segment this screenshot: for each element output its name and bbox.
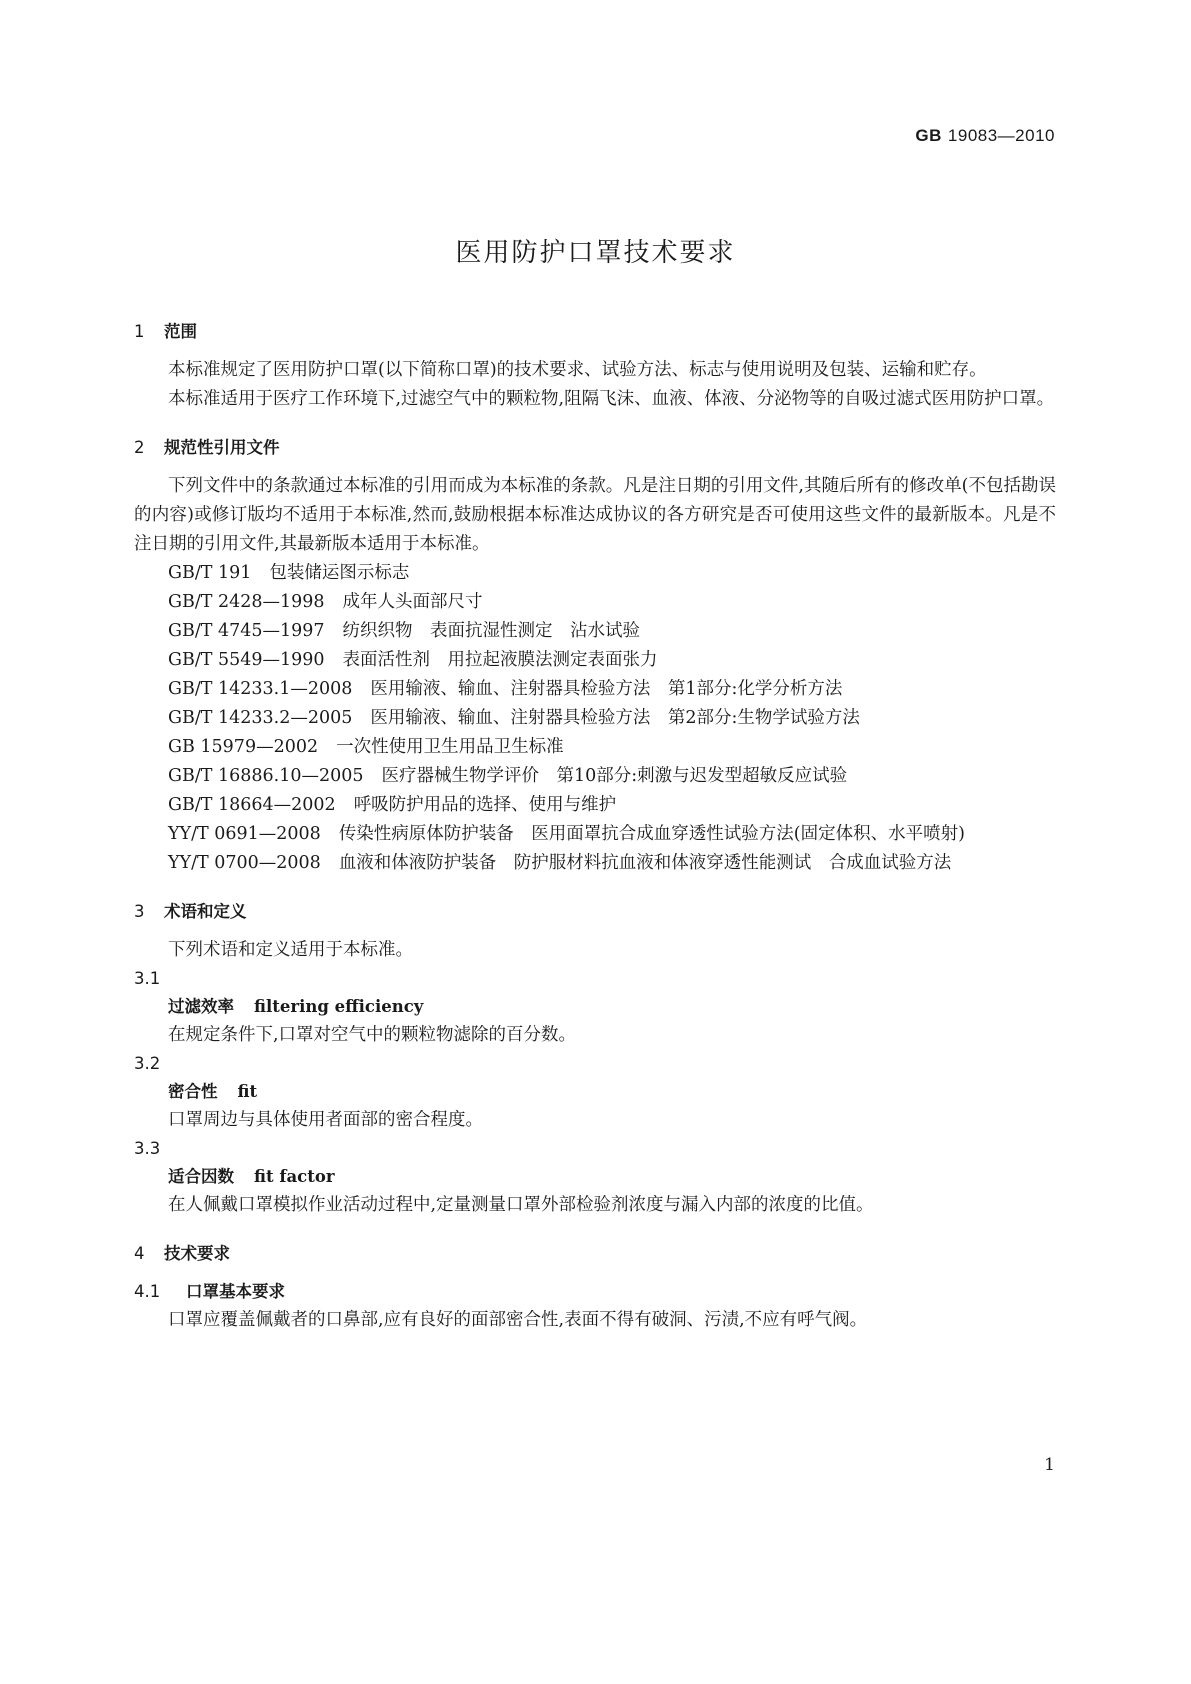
subsection-title: 口罩基本要求 — [186, 1282, 285, 1301]
paragraph: 下列文件中的条款通过本标准的引用而成为本标准的条款。凡是注日期的引用文件,其随后所有的修改单(不包括勘误的内容)或修订版均不适用于本标准,然而,鼓励根据本标准达成协议的各方研究是否可使用这些文件的最新版本。凡是不注日期的引用文件,其最新版本适用于本标准。 — [134, 476, 1056, 554]
subsection-number: 4.1 — [134, 1282, 161, 1301]
section-heading-3 — [134, 900, 1056, 924]
paragraph: 本标准适用于医疗工作环境下,过滤空气中的颗粒物,阻隔飞沫、血液、体液、分泌物等的自吸过滤式医用防护口罩。 — [168, 389, 1055, 409]
page-number: 1 — [1044, 1455, 1055, 1475]
term-heading — [134, 1163, 1056, 1191]
reference-title: 血液和体液防护装备 防护服材料抗血液和体液穿透性能测试 合成血试验方法 — [338, 853, 952, 873]
reference-item — [134, 646, 1056, 675]
reference-item — [134, 820, 1056, 849]
reference-item — [134, 559, 1056, 588]
reference-title: 传染性病原体防护装备 医用面罩抗合成血穿透性试验方法(固定体积、水平喷射) — [338, 824, 965, 844]
section-heading-4 — [134, 1242, 1056, 1266]
section-title: 技术要求 — [164, 1244, 230, 1263]
section-heading-1 — [134, 320, 1056, 344]
document-body — [134, 320, 1056, 1335]
term-definition: 在规定条件下,口罩对空气中的颗粒物滤除的百分数。 — [168, 1025, 577, 1045]
reference-title: 呼吸防护用品的选择、使用与维护 — [353, 795, 617, 815]
standard-code — [915, 126, 1055, 146]
paragraph: 口罩应覆盖佩戴者的口鼻部,应有良好的面部密合性,表面不得有破洞、污渍,不应有呼气阀。 — [168, 1310, 868, 1330]
reference-code: GB/T 2428—1998 — [168, 592, 325, 612]
paragraph: 下列术语和定义适用于本标准。 — [168, 940, 413, 960]
term-definition: 口罩周边与具体使用者面部的密合程度。 — [168, 1110, 483, 1130]
term-en: fit — [237, 1082, 258, 1101]
section-number: 1 — [134, 322, 145, 341]
reference-code: GB/T 191 — [168, 563, 252, 583]
reference-title: 医用输液、输血、注射器具检验方法 第1部分:化学分析方法 — [370, 679, 843, 699]
reference-list — [134, 559, 1056, 878]
standard-number: 19083—2010 — [947, 126, 1055, 145]
section-number: 4 — [134, 1244, 145, 1263]
reference-code: GB/T 14233.2—2005 — [168, 708, 353, 728]
reference-code: GB 15979—2002 — [168, 737, 319, 757]
term-zh: 过滤效率 — [168, 997, 234, 1016]
term-zh: 密合性 — [168, 1082, 218, 1101]
reference-title: 包装储运图示标志 — [269, 563, 410, 583]
term-number: 3.1 — [134, 969, 161, 988]
section-title: 范围 — [164, 322, 197, 341]
reference-title: 医疗器械生物学评价 第10部分:刺激与迟发型超敏反应试验 — [381, 766, 848, 786]
reference-title: 一次性使用卫生用品卫生标准 — [336, 737, 564, 757]
reference-code: GB/T 5549—1990 — [168, 650, 325, 670]
term-heading — [134, 1078, 1056, 1106]
term-number: 3.3 — [134, 1139, 161, 1158]
reference-item — [134, 733, 1056, 762]
paragraph: 本标准规定了医用防护口罩(以下简称口罩)的技术要求、试验方法、标志与使用说明及包装、运输和贮存。 — [168, 360, 987, 380]
reference-title: 纺织织物 表面抗湿性测定 沾水试验 — [342, 621, 641, 641]
term-zh: 适合因数 — [168, 1167, 234, 1186]
section-number: 2 — [134, 438, 145, 457]
document-title: 医用防护口罩技术要求 — [455, 238, 736, 268]
reference-code: YY/T 0700—2008 — [168, 853, 321, 873]
reference-item — [134, 588, 1056, 617]
term-definition: 在人佩戴口罩模拟作业活动过程中,定量测量口罩外部检验剂浓度与漏入内部的浓度的比值。 — [168, 1195, 874, 1215]
term-number: 3.2 — [134, 1054, 161, 1073]
reference-item — [134, 617, 1056, 646]
reference-code: GB/T 14233.1—2008 — [168, 679, 353, 699]
term-en: filtering efficiency — [254, 997, 424, 1016]
section-number: 3 — [134, 902, 145, 921]
section-title: 术语和定义 — [164, 902, 247, 921]
reference-code: GB/T 4745—1997 — [168, 621, 325, 641]
section-title: 规范性引用文件 — [164, 438, 280, 457]
reference-item — [134, 791, 1056, 820]
reference-code: GB/T 18664—2002 — [168, 795, 336, 815]
reference-item — [134, 849, 1056, 878]
subsection-heading-4-1 — [134, 1278, 1056, 1306]
reference-item — [134, 762, 1056, 791]
standard-prefix: GB — [915, 126, 942, 145]
reference-title: 表面活性剂 用拉起液膜法测定表面张力 — [342, 650, 658, 670]
term-en: fit factor — [254, 1167, 335, 1186]
reference-item — [134, 704, 1056, 733]
term-heading — [134, 993, 1056, 1021]
section-heading-2 — [134, 436, 1056, 460]
reference-title: 医用输液、输血、注射器具检验方法 第2部分:生物学试验方法 — [370, 708, 860, 728]
reference-title: 成年人头面部尺寸 — [342, 592, 483, 612]
reference-code: YY/T 0691—2008 — [168, 824, 321, 844]
reference-item — [134, 675, 1056, 704]
reference-code: GB/T 16886.10—2005 — [168, 766, 364, 786]
